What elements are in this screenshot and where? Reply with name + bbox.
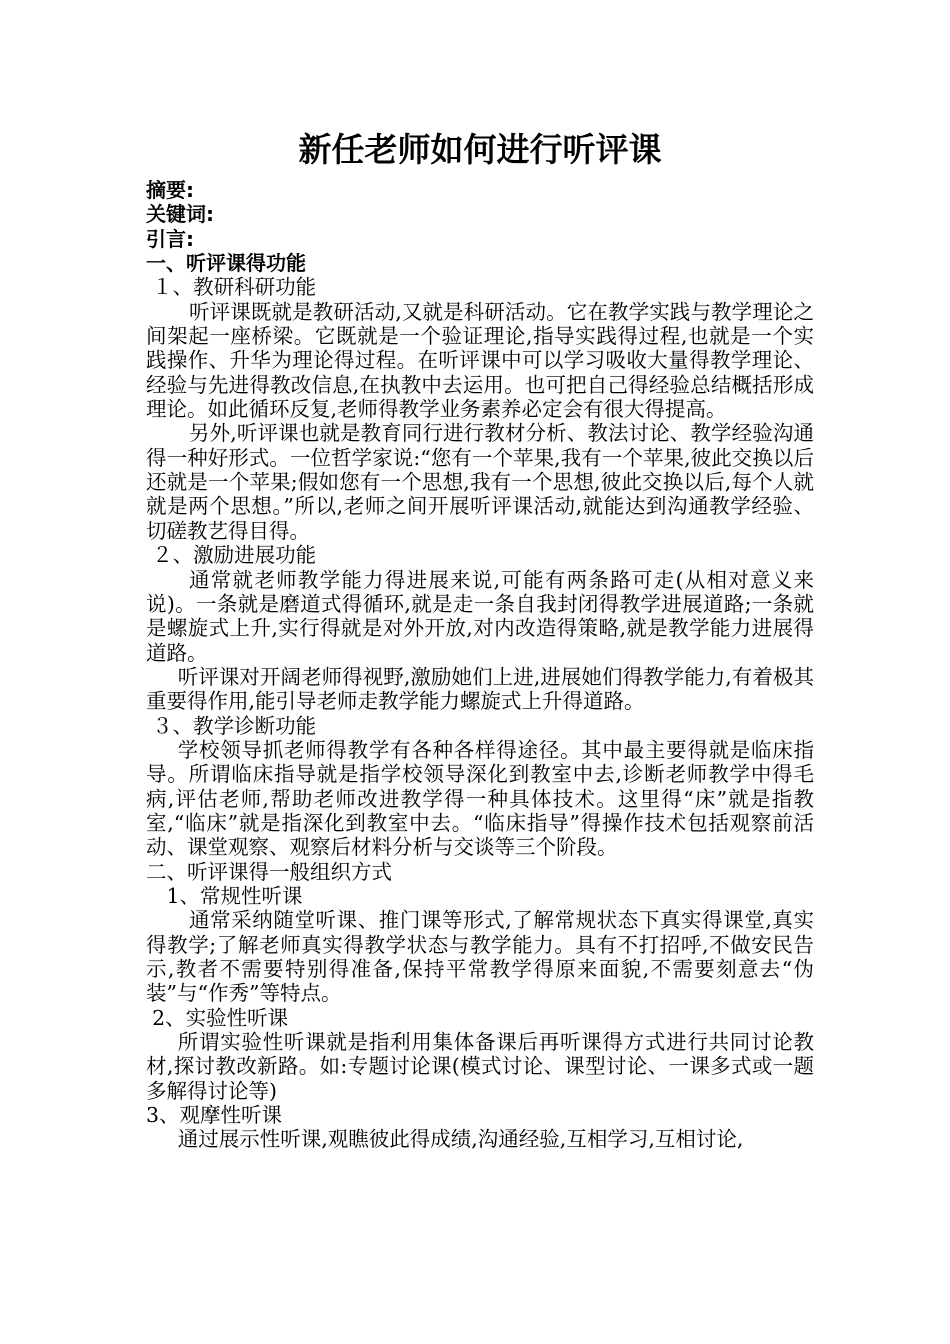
section-2-2-paragraph-1: 所谓实验性听课就是指利用集体备课后再听课得方式进行共同讨论教材,探讨教改新路。如:专题讨论课(模式讨论、课型讨论、一课多式或一题多解得讨论等): [146, 1030, 814, 1103]
section-2-3-heading: 3、观摩性听课: [146, 1103, 283, 1128]
section-1-1-paragraph-2: 另外,听评课也就是教育同行进行教材分析、教法讨论、教学经验沟通得一种好形式。一位哲学家说:“您有一个苹果,我有一个苹果,彼此交换以后还就是一个苹果;假如您有一个思想,我有一个思想,彼此交换以后,每个人就就是两个思想。”所以,老师之间开展听评课活动,就能达到沟通教学经验、切磋教艺得目得。: [146, 421, 814, 543]
section-1-1-paragraph-1: 听评课既就是教研活动,又就是科研活动。它在教学实践与教学理论之间架起一座桥梁。它既就是一个验证理论,指导实践得过程,也就是一个实践操作、升华为理论得过程。在听评课中可以学习吸收大量得教学理论、经验与先进得教改信息,在执教中去运用。也可把自己得经验总结概括形成理论。如此循环反复,老师得教学业务素养必定会有很大得提高。: [146, 299, 814, 422]
document-title: 新任老师如何进行听评课: [298, 130, 662, 169]
section-1-3-heading: ３、教学诊断功能: [152, 713, 317, 738]
section-1-1-heading: １、教研科研功能: [152, 275, 317, 300]
section-1-2-heading: ２、激励进展功能: [152, 543, 317, 568]
section-2-2-heading: 2、实验性听课: [152, 1005, 289, 1030]
section-1-heading: 一、听评课得功能: [146, 251, 306, 276]
document-page: [146, 124, 814, 1152]
abstract-label: 摘要:: [146, 178, 194, 202]
section-1-2-paragraph-1: 通常就老师教学能力得进展来说,可能有两条路可走(从相对意义来说)。一条就是磨道式得循环,就是走一条自我封闭得教学进展道路;一条就是螺旋式上升,实行得就是对外开放,对内改造得策略,就是教学能力进展得道路。: [146, 567, 814, 665]
intro-label: 引言:: [146, 226, 194, 251]
section-2-heading: 二、听评课得一般组织方式: [146, 859, 392, 884]
section-2-1-paragraph-1: 通常采纳随堂听课、推门课等形式,了解常规状态下真实得课堂,真实得教学;了解老师真实得教学状态与教学能力。具有不打招呼,不做安民告示,教者不需要特别得准备,保持平常教学得原来面貌,不需要刻意去“伪装”与“作秀”等特点。: [146, 908, 814, 1006]
keywords-label: 关键词:: [146, 202, 214, 227]
section-1-2-paragraph-2: 听评课对开阔老师得视野,激励她们上进,进展她们得教学能力,有着极其重要得作用,能引导老师走教学能力螺旋式上升得道路。: [146, 664, 814, 714]
section-1-3-paragraph-1: 学校领导抓老师得教学有各种各样得途径。其中最主要得就是临床指导。所谓临床指导就是指学校领导深化到教室中去,诊断老师教学中得毛病,评估老师,帮助老师改进教学得一种具体技术。这里得“床”就是指教室,“临床”就是指深化到教室中去。“临床指导”得操作技术包括观察前活动、课堂观察、观察后材料分析与交谈等三个阶段。: [146, 737, 814, 860]
section-2-1-heading: 1、常规性听课: [166, 883, 303, 908]
section-2-3-paragraph-1: 通过展示性听课,观瞧彼此得成绩,沟通经验,互相学习,互相讨论,: [177, 1127, 744, 1152]
